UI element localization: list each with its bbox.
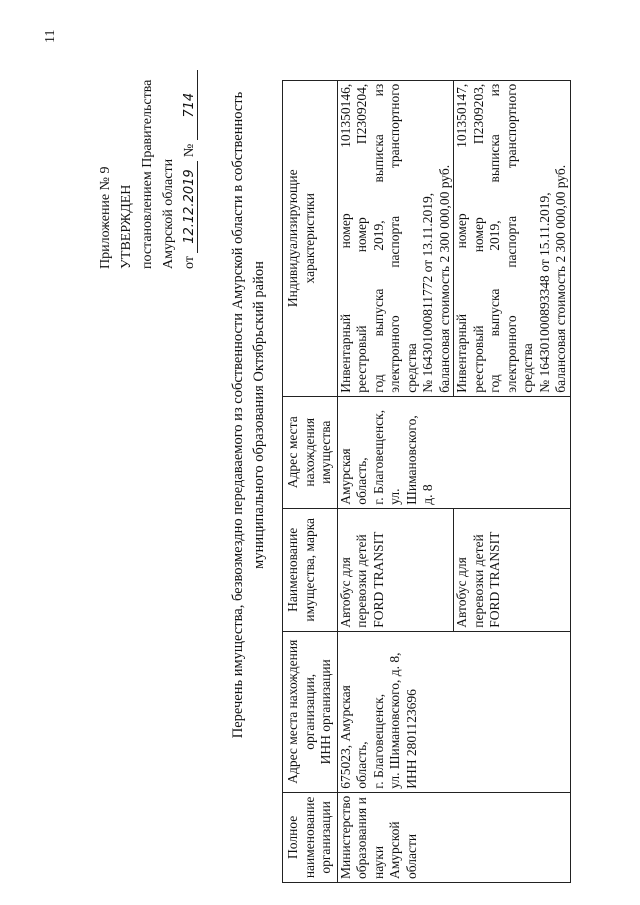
place-line: Шимановского,	[403, 415, 419, 505]
cell-property-name	[337, 508, 454, 631]
name-line: перевозки детей	[470, 534, 486, 628]
header-org-line: организации	[318, 801, 333, 874]
cell-characteristics	[337, 80, 454, 396]
cell-organization	[337, 792, 570, 882]
header-name-line: Наименование	[285, 527, 300, 612]
header-org-line: наименование	[301, 796, 317, 879]
name-line: FORD TRANSIT	[370, 531, 386, 628]
char-line: № 164301000811772 от 13.11.2019,	[420, 192, 435, 393]
title-line-1: Перечень имущества, безвозмездно передаваемого из собственности Амурской области в собственность	[230, 91, 246, 739]
char-line: балансовая стоимость 2 300 000,00 руб.	[436, 164, 452, 393]
cell-property-location	[337, 396, 570, 508]
name-line: перевозки детей	[354, 534, 369, 628]
approval-number: 714	[182, 70, 198, 140]
org-line: Министерство	[337, 795, 353, 879]
property-table	[282, 80, 571, 883]
header-org	[283, 792, 338, 882]
header-char-line: характеристики	[301, 193, 317, 284]
addr-line: ИНН 2801123696	[403, 689, 419, 789]
place-line: область,	[354, 457, 369, 505]
page-number: 11	[43, 29, 58, 43]
appendix-label: Приложение № 9	[98, 166, 113, 269]
table-header-row	[283, 80, 338, 882]
header-place-line: имущества	[318, 420, 333, 484]
header-address-line: организации,	[301, 673, 317, 750]
char-line: балансовая стоимость 2 300 000,00 руб.	[553, 164, 568, 393]
place-line: д. 8	[420, 484, 435, 505]
header-characteristics	[283, 80, 338, 396]
approval-date-line	[179, 0, 200, 269]
org-line: образования и	[354, 797, 369, 879]
document-title	[228, 25, 270, 805]
addr-line: ул. Шимановского, д. 8,	[387, 652, 402, 789]
place-line: ул.	[387, 488, 402, 505]
decree-line-1: постановлением Правительства	[140, 79, 155, 269]
number-label: №	[182, 143, 197, 158]
place-line: г. Благовещенск,	[370, 409, 386, 505]
name-line: Автобус для	[454, 557, 469, 628]
char-line: реестровый номер П2309204,	[354, 83, 369, 393]
addr-line: 675023, Амурская	[337, 685, 353, 789]
header-place-line: Адрес места	[285, 416, 300, 489]
decree-line-2: Амурской области	[161, 158, 176, 269]
char-line: год выпуска 2019, выписка из	[370, 83, 386, 393]
name-line: Автобус для	[337, 557, 353, 628]
addr-line: область,	[354, 741, 369, 789]
org-line: науки Амурской	[370, 821, 402, 879]
table-row	[337, 80, 454, 882]
header-property-location	[283, 396, 338, 508]
char-line: средства	[520, 343, 535, 393]
char-line: электронного паспорта транспортного	[387, 83, 402, 393]
cell-characteristics	[454, 80, 571, 396]
header-org-line: Полное	[285, 815, 300, 859]
char-line: средства	[403, 343, 419, 393]
char-line: год выпуска 2019, выписка из	[487, 83, 502, 393]
org-line: области	[403, 833, 419, 879]
cell-org-address	[337, 631, 570, 792]
approval-date: 12.12.2019	[182, 161, 198, 253]
title-line-2: муниципального образования Октябрьский район	[251, 261, 267, 569]
approved-label: УТВЕРЖДЕН	[119, 184, 134, 269]
date-prefix: от	[182, 256, 197, 269]
header-name-line: имущества, марка	[301, 517, 317, 622]
char-line: электронного паспорта транспортного	[503, 83, 519, 393]
char-line: № 164301000893348 от 15.11.2019,	[536, 192, 552, 393]
char-line: Инвентарный номер 101350146,	[337, 83, 353, 393]
header-address	[283, 631, 338, 792]
approval-stamp	[95, 0, 200, 269]
char-line: реестровый номер П2309203,	[470, 83, 486, 393]
cell-property-name	[454, 508, 571, 631]
header-address-line: ИНН организации	[318, 659, 333, 765]
place-line: Амурская	[337, 448, 353, 505]
header-char-line: Индивидуализирующие	[285, 169, 300, 308]
char-line: Инвентарный номер 101350147,	[454, 83, 469, 393]
addr-line: г. Благовещенск,	[370, 693, 386, 789]
header-address-line: Адрес места нахождения	[285, 639, 300, 784]
header-place-line: нахождения	[301, 417, 317, 487]
header-property-name	[283, 508, 338, 631]
name-line: FORD TRANSIT	[487, 531, 502, 628]
